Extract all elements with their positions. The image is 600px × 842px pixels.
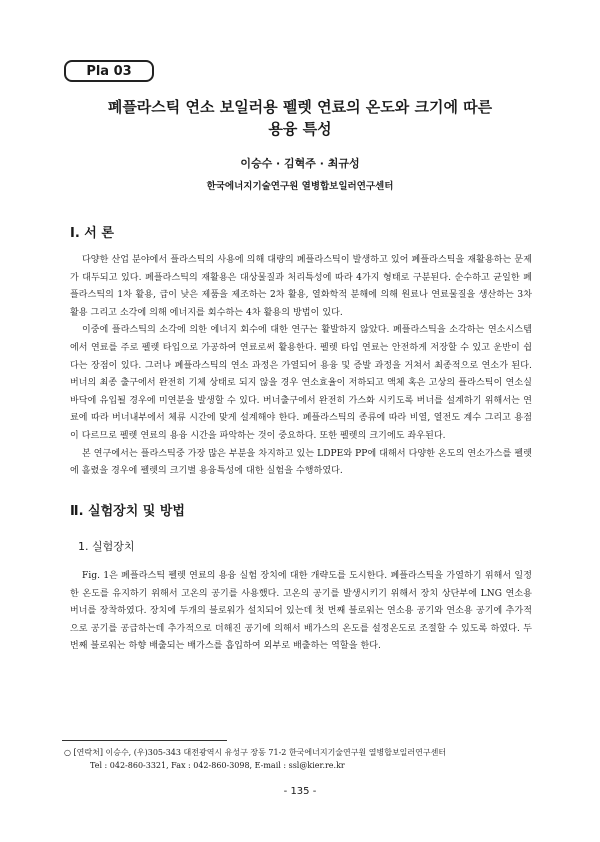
footnote (64, 746, 534, 772)
session-label-box (64, 60, 154, 82)
page-number: - 135 - (283, 786, 317, 797)
footnote-divider (62, 740, 227, 741)
section1-paragraph-1: 다양한 산업 분야에서 플라스틱의 사용에 의해 대량의 폐플라스틱이 발생하고 있어 폐플라스틱을 재활용하는 문제가 대두되고 있다. 폐플라스틱의 재활용은 대상물질과 처리특성에 따라 4가지 형태로 구분된다. 순수하고 균일한 폐플라스틱의 1차 활용, 급이 낮은 제품을 제조하는 2차 활용, 열화학적 분해에 의해 원료나 연료물질을 생산하는 3차 활용 그리고 소각에 의해 에너지를 회수하는 4차 활용의 방법이 있다. (70, 255, 532, 318)
section1-paragraph-2: 이중에 플라스틱의 소각에 의한 에너지 회수에 대한 연구는 활발하지 않았다. 폐플라스틱을 소각하는 연소시스템에서 연료를 주로 펠렛 타입으로 가공하여 연료로써 활용한다. 펠렛 타입 연료는 안전하게 저장할 수 있고 운반이 쉽다는 장점이 있다. 그러나 폐플라스틱의 연소 과정은 가열되어 용융 및 증발 과정을 거쳐서 최종적으로 연소가 된다. 버너의 최종 출구에서 완전히 기체 상태로 되지 않을 경우 연소효율이 저하되고 액체 혹은 고상의 플라스틱이 연소실 바닥에 유입될 경우에 미연분을 발생할 수 있다. 버너출구에서 완전히 가스화 시키도록 버너를 설계하기 위해서는 연료에 따라 버너내부에서 체류 시간에 맞게 설계해야 한다. 폐플라스틱의 종류에 따라 비열, 열전도 계수 그리고 용점이 다르므로 펠렛 연료의 용융 시간을 파악하는 것이 중요하다. 또한 펠렛의 크기에도 좌우된다. (70, 325, 532, 441)
section2-paragraph-1: Fig. 1은 폐플라스틱 펠렛 연료의 용융 실험 장치에 대한 개략도를 도시한다. 폐플라스틱을 가열하기 위해서 일정한 온도를 유지하기 위해서 고온의 공기를 사용했다. 고온의 공기를 발생시키기 위해서 장치 상단부에 LNG 연소용 버너를 장착하였다. 장치에 두개의 블로워가 설치되어 있는데 첫 번째 블로워는 연소용 공기와 연소용 공기에 추가적으로 공기를 공급하는데 추가적으로 더해진 공기에 의해서 배가스의 온도를 설정온도로 조절할 수 있도록 하였다. 두 번째 블로워는 하향 배출되는 배가스를 흡입하여 외부로 배출하는 역할을 한다. (70, 571, 532, 652)
section2-heading: Ⅱ. 실험장치 및 방법 (70, 504, 185, 519)
section2-body (70, 568, 532, 656)
section1-body (70, 252, 532, 481)
footnote-phone-email: Tel : 042-860-3321, Fax : 042-860-3098, E-mail : ssl@kier.re.kr (90, 761, 345, 770)
section1-paragraph-3: 본 연구에서는 플라스틱중 가장 많은 부분을 차지하고 있는 LDPE와 PP에 대해서 다양한 온도의 연소가스를 펠렛에 흘렸을 경우에 펠렛의 크기별 용융특성에 대한 실험을 수행하였다. (70, 448, 532, 477)
session-label: Pla 03 (86, 63, 132, 79)
footnote-contact: ○ [연락처] 이승수, (우)305-343 대전광역시 유성구 장동 71-2 한국에너지기술연구원 열병합보일러연구센터 (64, 748, 447, 757)
author-list: 이승수 · 김혁주 · 최규성 (240, 157, 360, 170)
section2-subheading: 1. 실험장치 (78, 540, 135, 553)
paper-title-line1: 폐플라스틱 연소 보일러용 펠렛 연료의 온도와 크기에 따른 (107, 98, 493, 116)
paper-title-line2: 용융 특성 (268, 120, 332, 138)
affiliation: 한국에너지기술연구원 열병합보일러연구센터 (206, 181, 394, 192)
section1-heading: Ⅰ. 서 론 (70, 226, 114, 241)
